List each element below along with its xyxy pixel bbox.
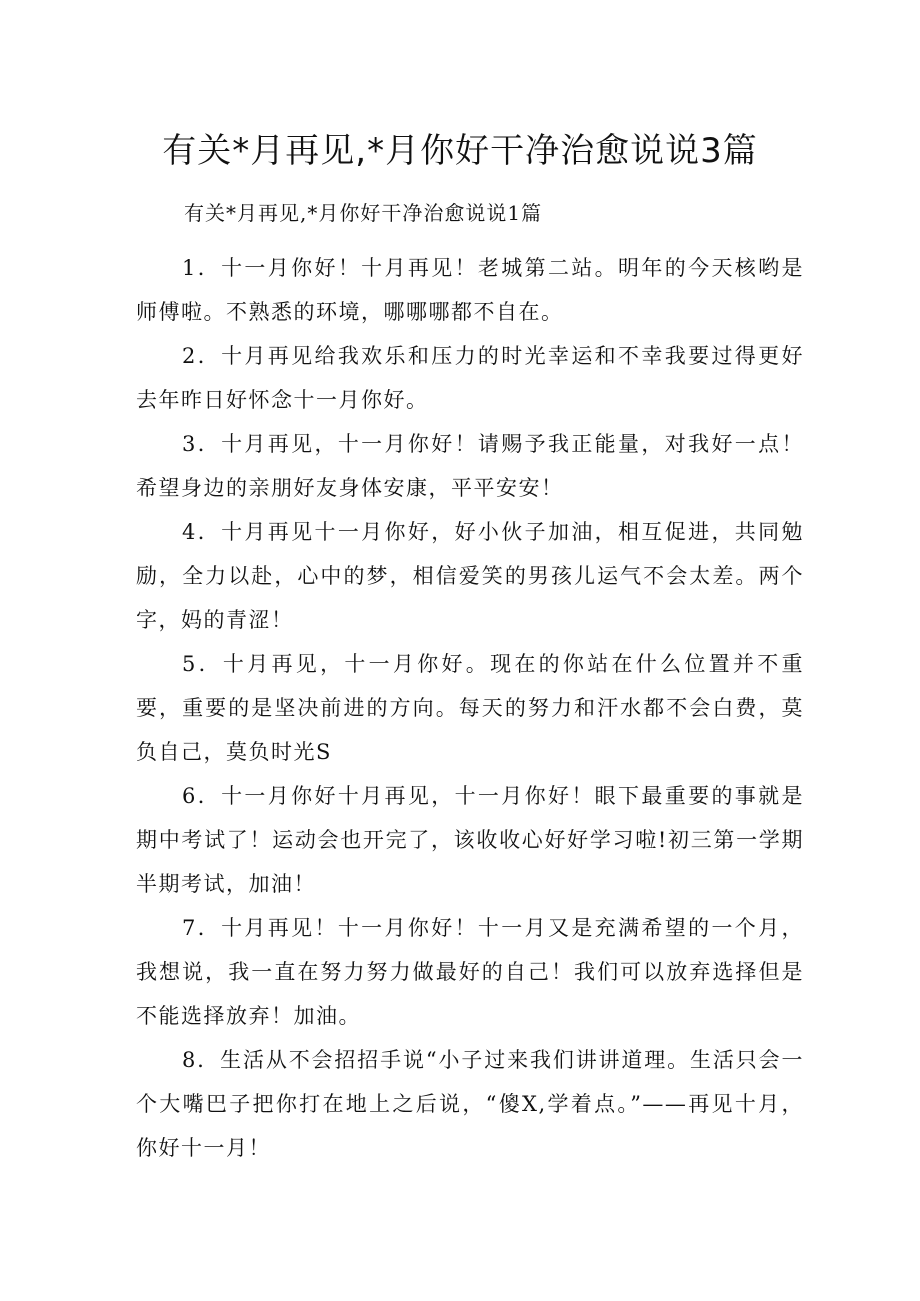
paragraph-7: 7．十月再见！十一月你好！十一月又是充满希望的一个月，我想说，我一直在努力努力做最好的自己！我们可以放弃选择但是不能选择放弃！加油。 — [136, 916, 804, 1028]
paragraph-2: 2．十月再见给我欢乐和压力的时光幸运和不幸我要过得更好去年昨日好怀念十一月你好。 — [136, 344, 804, 412]
paragraph-4: 4．十月再见十一月你好，好小伙子加油，相互促进，共同勉励，全力以赴，心中的梦，相信爱笑的男孩儿运气不会太差。两个字，妈的青涩！ — [136, 520, 804, 632]
paragraph-6: 6．十一月你好十月再见，十一月你好！眼下最重要的事就是期中考试了！运动会也开完了，该收收心好好学习啦!初三第一学期半期考试，加油！ — [136, 784, 804, 896]
paragraph-5: 5．十月再见，十一月你好。现在的你站在什么位置并不重要，重要的是坚决前进的方向。每天的努力和汗水都不会白费，莫负自己，莫负时光S — [136, 652, 804, 764]
document-title: 有关*月再见,*月你好干净治愈说说3篇 — [162, 131, 758, 171]
paragraph-8: 8．生活从不会招招手说“小子过来我们讲讲道理。生活只会一个大嘴巴子把你打在地上之后说，“傻X,学着点。”——再见十月，你好十一月！ — [136, 1048, 804, 1160]
paragraph-1: 1．十一月你好！十月再见！老城第二站。明年的今天核哟是师傅啦。不熟悉的环境，哪哪哪都不自在。 — [136, 256, 804, 324]
paragraph-3: 3．十月再见，十一月你好！请赐予我正能量，对我好一点！希望身边的亲朋好友身体安康，平平安安！ — [136, 432, 804, 500]
section-subtitle: 有关*月再见,*月你好干净治愈说说1篇 — [184, 201, 543, 225]
